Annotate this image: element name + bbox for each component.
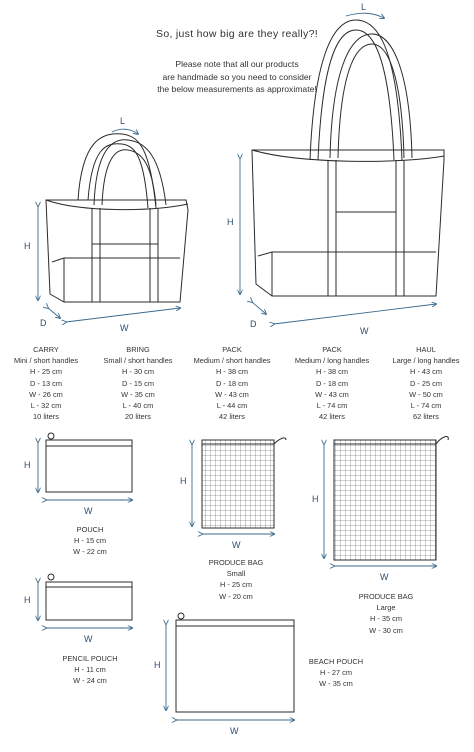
produce-large-spec-line: W - 30 cm bbox=[369, 625, 403, 635]
bag-name: PACK bbox=[222, 345, 242, 354]
note-line: Please note that all our products bbox=[175, 59, 299, 69]
bag-name: BRING bbox=[126, 345, 150, 354]
produce-large-size: Large bbox=[376, 603, 396, 613]
pouch-spec-line: W - 22 cm bbox=[73, 547, 107, 557]
bag-name: HAUL bbox=[416, 345, 436, 354]
bag-type: Medium / long handles bbox=[294, 356, 370, 366]
bag-spec-line: D - 18 cm bbox=[215, 378, 249, 388]
produce-bag-small-drawing bbox=[192, 438, 286, 534]
pencil-pouch-h-label: H bbox=[24, 595, 31, 605]
bag-spec-line: H - 43 cm bbox=[409, 367, 443, 377]
bag-spec-line: H - 25 cm bbox=[29, 367, 63, 377]
pouch-spec bbox=[44, 524, 136, 558]
bag-spec-line: D - 18 cm bbox=[315, 378, 349, 388]
large-tote-d-label: D bbox=[250, 319, 257, 329]
bag-spec-line: H - 38 cm bbox=[215, 367, 249, 377]
beach-pouch-spec bbox=[290, 656, 382, 690]
bag-spec-line: L - 74 cm bbox=[316, 401, 348, 411]
bag-spec-line: L - 40 cm bbox=[122, 401, 154, 411]
bag-spec-line: W - 50 cm bbox=[409, 389, 443, 399]
bag-spec-pack-long bbox=[286, 344, 378, 422]
produce-small-spec-line: H - 25 cm bbox=[219, 580, 253, 590]
small-tote-w-label: W bbox=[120, 323, 129, 333]
bag-spec-line: D - 13 cm bbox=[29, 378, 63, 388]
beach-pouch-w-label: W bbox=[230, 726, 239, 736]
pouch-spec-line: H - 15 cm bbox=[73, 536, 107, 546]
note-line: are handmade so you need to consider bbox=[162, 71, 312, 82]
beach-pouch-name: BEACH POUCH bbox=[308, 657, 364, 666]
pouch-drawing bbox=[38, 433, 132, 500]
bag-name: PACK bbox=[322, 345, 342, 354]
bag-spec-line: 62 liters bbox=[413, 412, 439, 422]
small-tote-h-label: H bbox=[24, 241, 31, 251]
produce-large-h-label: H bbox=[312, 494, 319, 504]
bag-spec-pack-short bbox=[186, 344, 278, 422]
bag-spec-line: 10 liters bbox=[33, 412, 59, 422]
pencil-pouch-spec-line: W - 24 cm bbox=[73, 676, 107, 686]
bag-name: CARRY bbox=[33, 345, 59, 354]
large-tote-drawing bbox=[240, 13, 444, 324]
beach-pouch-spec-line: W - 35 cm bbox=[319, 679, 353, 689]
bag-type: Large / long handles bbox=[392, 356, 460, 366]
bag-spec-line: D - 25 cm bbox=[409, 378, 443, 388]
bag-type: Medium / short handles bbox=[193, 356, 271, 366]
produce-small-spec bbox=[190, 557, 282, 602]
large-tote-w-label: W bbox=[360, 326, 369, 336]
bag-spec-carry bbox=[0, 344, 92, 422]
pencil-pouch-w-label: W bbox=[84, 634, 93, 644]
bag-spec-line: H - 30 cm bbox=[121, 367, 155, 377]
produce-small-w-label: W bbox=[232, 540, 241, 550]
pouch-w-label: W bbox=[84, 506, 93, 516]
bag-spec-line: W - 26 cm bbox=[29, 389, 63, 399]
bag-spec-haul bbox=[380, 344, 472, 422]
small-tote-d-label: D bbox=[40, 318, 47, 328]
pencil-pouch-spec-line: H - 11 cm bbox=[74, 665, 106, 675]
bag-spec-line: L - 44 cm bbox=[216, 401, 248, 411]
large-tote-l-label: L bbox=[361, 2, 367, 12]
pencil-pouch-drawing bbox=[38, 574, 132, 628]
produce-small-name: PRODUCE BAG bbox=[208, 558, 264, 567]
produce-small-size: Small bbox=[226, 569, 246, 579]
produce-large-spec-line: H - 35 cm bbox=[369, 614, 403, 624]
bag-spec-line: D - 15 cm bbox=[121, 378, 155, 388]
produce-large-name: PRODUCE BAG bbox=[358, 592, 414, 601]
bag-type: Small / short handles bbox=[103, 356, 173, 366]
bag-spec-line: 42 liters bbox=[219, 412, 245, 422]
bag-spec-line: 42 liters bbox=[319, 412, 345, 422]
bag-spec-line: 20 liters bbox=[125, 412, 151, 422]
produce-large-spec bbox=[340, 591, 432, 636]
bag-spec-line: W - 43 cm bbox=[215, 389, 249, 399]
small-tote-drawing bbox=[38, 129, 188, 322]
bag-spec-line: L - 74 cm bbox=[410, 401, 442, 411]
bag-type: Mini / short handles bbox=[13, 356, 79, 366]
note-line: the below measurements as approximate! bbox=[157, 84, 317, 94]
pencil-pouch-name: PENCIL POUCH bbox=[62, 654, 118, 663]
bag-spec-line: H - 38 cm bbox=[315, 367, 349, 377]
beach-pouch-drawing bbox=[166, 613, 294, 720]
produce-small-spec-line: W - 20 cm bbox=[219, 591, 253, 601]
bag-spec-line: W - 43 cm bbox=[315, 389, 349, 399]
page-title: So, just how big are they really?! bbox=[156, 28, 318, 40]
pouch-h-label: H bbox=[24, 460, 31, 470]
produce-small-h-label: H bbox=[180, 476, 187, 486]
produce-bag-large-drawing bbox=[324, 437, 448, 566]
pouch-name: POUCH bbox=[76, 525, 104, 534]
beach-pouch-h-label: H bbox=[154, 660, 161, 670]
large-tote-h-label: H bbox=[227, 217, 234, 227]
beach-pouch-spec-line: H - 27 cm bbox=[319, 668, 353, 678]
bag-spec-bring bbox=[92, 344, 184, 422]
bag-spec-line: L - 32 cm bbox=[30, 401, 62, 411]
small-tote-l-label: L bbox=[120, 116, 126, 126]
produce-large-w-label: W bbox=[380, 572, 389, 582]
pencil-pouch-spec bbox=[30, 653, 150, 687]
bag-spec-line: W - 35 cm bbox=[121, 389, 155, 399]
